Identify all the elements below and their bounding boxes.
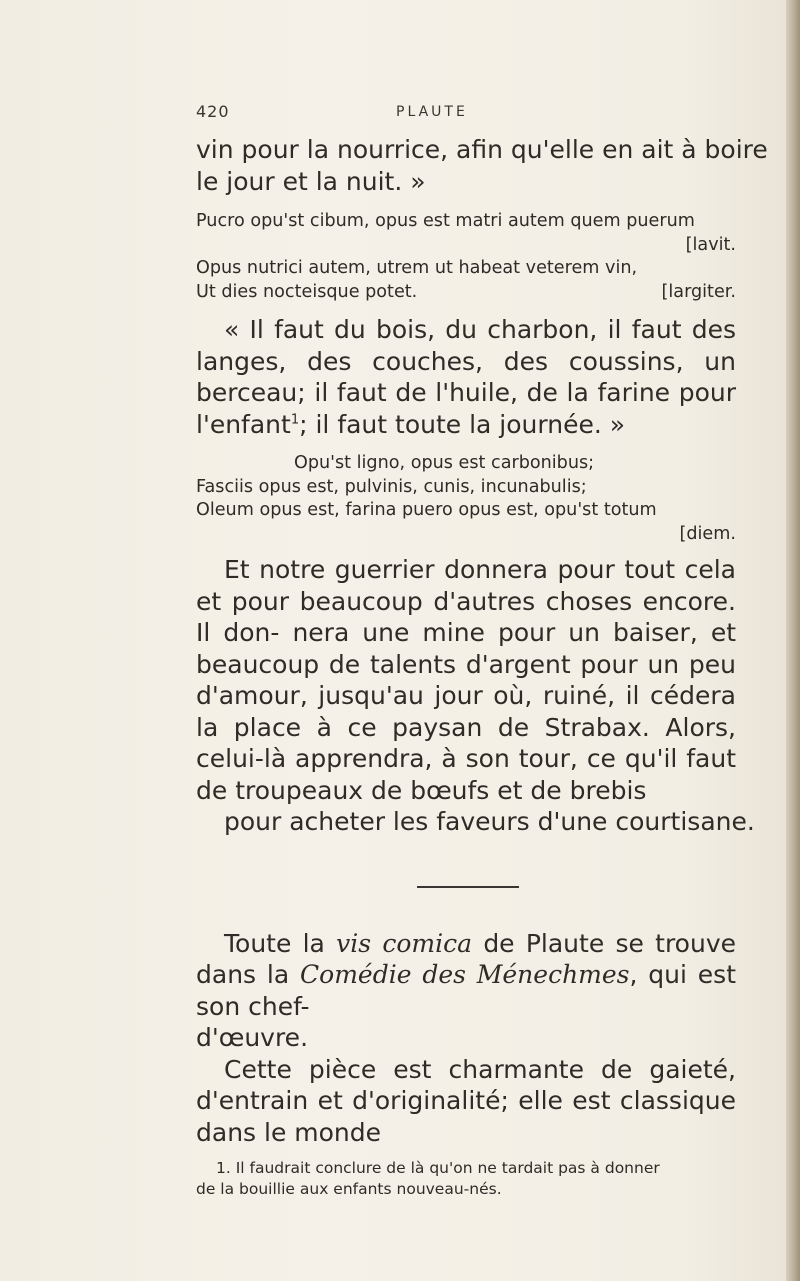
paragraph-line: faut toute la journée. » (337, 409, 626, 439)
verse-line-end: [largiter. (661, 281, 736, 302)
paragraph-line: ; il (299, 409, 330, 439)
paragraph-line: le jour et la nuit. » (196, 166, 426, 196)
paragraph-line: pour beaucoup d'autres choses encore. Il don- (196, 586, 736, 647)
page-number: 420 (196, 102, 230, 121)
verse-line: Opus nutrici autem, utrem ut habeat veterem vin, (196, 258, 638, 278)
paragraph-line: langes, des couches, des coussins, un berceau; (196, 346, 736, 407)
latin-verse-2 (196, 452, 736, 546)
verse-line: Fasciis opus est, pulvinis, cunis, incunabulis; (196, 476, 587, 497)
verse-line (196, 281, 736, 305)
paragraph-5 (196, 1054, 736, 1149)
paragraph-line: Strabax. Alors, celui-là apprendra, à son tour, (196, 712, 736, 773)
page-header (196, 102, 716, 132)
verse-line: Opu'st ligno, opus est carbonibus; (294, 453, 595, 473)
paragraph-text: Toute la (224, 928, 337, 958)
verse-text: Ut dies nocteisque potet. (196, 281, 418, 302)
paragraph-line: Et notre guerrier donnera pour tout cela et (196, 555, 736, 616)
paragraph-line: pour acheter les faveurs d'une courtisane. (224, 807, 755, 836)
paragraph-line: vin pour la nourrice, afin qu'elle en ait à boire (196, 135, 768, 164)
paragraph-text: la (266, 960, 301, 989)
paragraph-2 (196, 314, 736, 440)
paragraph-4 (196, 928, 736, 1054)
latin-verse-1 (196, 210, 736, 304)
paragraph-3 (196, 554, 755, 838)
italic-title: Comédie des Ménechmes (300, 960, 630, 989)
paragraph-line: nera une mine pour un baiser, et beaucoup de (196, 618, 737, 679)
paragraph-line: Cette pièce est charmante de gaieté, d'entrain (196, 1054, 736, 1115)
running-head: PLAUTE (396, 104, 468, 120)
paragraph-line: ce qu'il faut de troupeaux de bœufs et de brebis (196, 744, 737, 805)
paragraph-text: de Plaute se trouve dans (196, 928, 736, 989)
italic-term: vis comica (336, 928, 473, 958)
footnote (196, 1158, 736, 1200)
paragraph-1 (196, 134, 768, 197)
verse-line-end: [diem. (679, 523, 736, 544)
verse-line-end: [lavit. (685, 234, 736, 255)
footnote-reference: 1 (290, 412, 300, 428)
paragraph-line: il faut de l'huile, de la farine pour l'enfant (196, 378, 737, 439)
verse-line: Pucro opu'st cibum, opus est matri autem quem puerum (196, 211, 695, 231)
paragraph-line: jour où, ruiné, il cédera la place à ce paysan de (196, 681, 736, 742)
paragraph-line: d'œuvre. (196, 1023, 309, 1052)
paragraph-line: « Il faut du bois, du charbon, il faut des (224, 315, 736, 344)
page-edge (786, 0, 800, 1281)
paragraph-line: et d'originalité; elle est classique dans le monde (196, 1086, 736, 1147)
paragraph-text: , qui est son chef- (196, 960, 736, 1021)
footnote-line: 1. Il faudrait conclure de là qu'on ne tardait pas à donner (216, 1159, 660, 1177)
paragraph-line: talents d'argent pour un peu d'amour, jusqu'au (196, 649, 736, 710)
footnote-line: de la bouillie aux enfants nouveau-nés. (196, 1180, 502, 1198)
text-block (196, 134, 768, 1200)
verse-line: Oleum opus est, farina puero opus est, opu'st totum (196, 500, 657, 520)
